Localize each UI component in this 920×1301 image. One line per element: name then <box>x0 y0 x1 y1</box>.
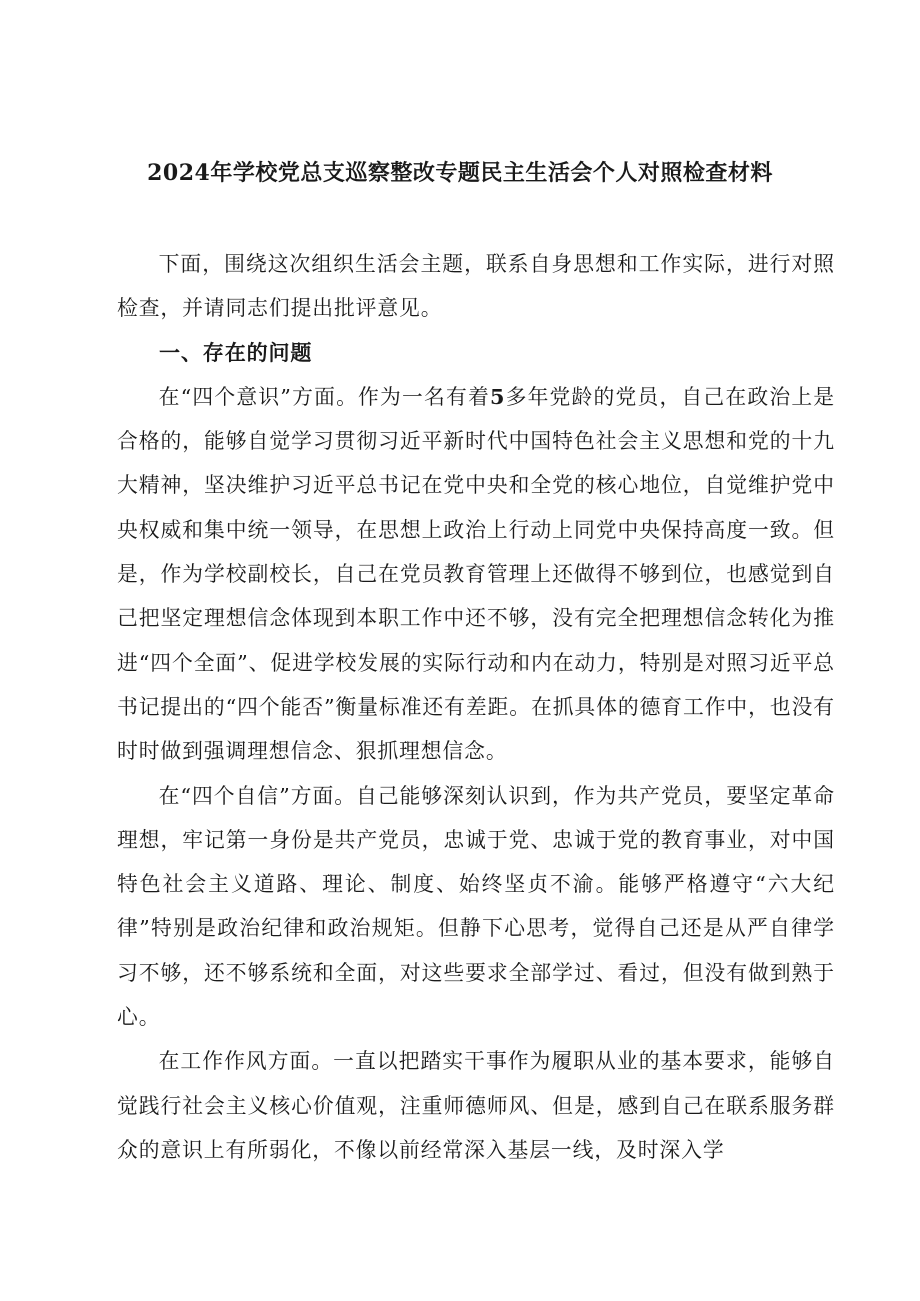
document-body <box>117 242 835 1172</box>
paragraph-text: 在“四个意识”方面。作为一名有着 <box>158 384 490 409</box>
paragraph-four-confidences: 在“四个自信”方面。自己能够深刻认识到，作为共产党员，要坚定革命理想，牢记第一身份是共产党员，忠诚于党、忠诚于党的教育事业，对中国特色社会主义道路、理论、制度、始终坚贞不渝。能够严格遵守“六大纪律”特别是政治纪律和政治规矩。但静下心思考，觉得自己还是从严自律学习不够，还不够系统和全面，对这些要求全部学过、看过，但没有做到熟于心。 <box>117 783 835 1030</box>
section-heading: 一、存在的问题 <box>159 340 313 365</box>
document-title: 2024年学校党总支巡察整改专题民主生活会个人对照检查材料 <box>147 160 773 186</box>
paragraph-work-style: 在工作作风方面。一直以把踏实干事作为履职从业的基本要求，能够自觉践行社会主义核心价值观，注重师德师风、但是，感到自己在联系服务群众的意识上有所弱化，不像以前经常深入基层一线，及时深入学 <box>117 1049 835 1162</box>
paragraph-four-consciousness <box>117 375 835 774</box>
intro-paragraph: 下面，围绕这次组织生活会主题，联系自身思想和工作实际，进行对照检查，并请同志们提出批评意见。 <box>117 252 835 321</box>
party-years-number: 5 <box>489 383 506 409</box>
paragraph-text: 多年党龄的党员，自己在政治上是合格的，能够自觉学习贯彻习近平新时代中国特色社会主义思想和党的十九大精神，坚决维护习近平总书记在党中央和全党的核心地位，自觉维护党中央权威和集中统一领导，在思想上政治上行动上同党中央保持高度一致。但是，作为学校副校长，自己在党员教育管理上还做得不够到位，也感觉到自己把坚定理想信念体现到本职工作中还不够，没有完全把理想信念转化为推进“四个全面”、促进学校发展的实际行动和内在动力，特别是对照习近平总书记提出的“四个能否”衡量标准还有差距。在抓具体的德育工作中，也没有时时做到强调理想信念、狠抓理想信念。 <box>117 384 835 764</box>
